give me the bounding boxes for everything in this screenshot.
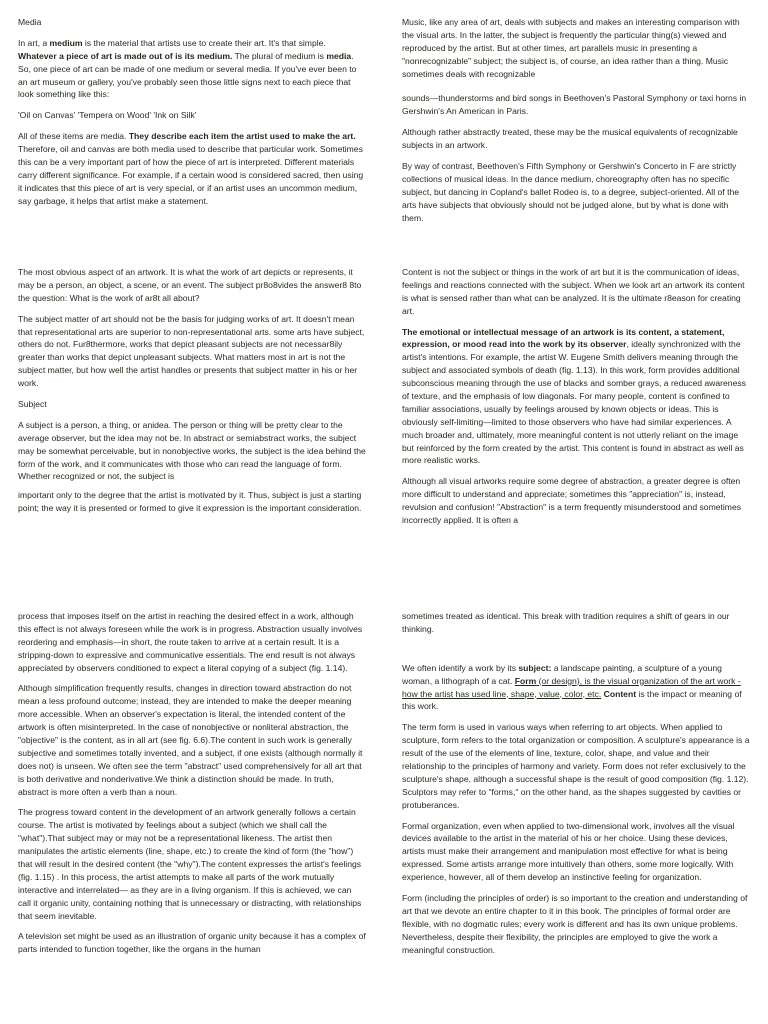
paragraph: The term form is used in various ways when referring to art objects. When applied to sculpture, form refers to the total organization or composition. A sculpture's appearance is a result of the use of the elements of line, texture, color, shape, and value and their relationship to the principles of harmony and variety. Form does not refer exclusively to the sculpture's shape, although a successful shape is the result of good composition (fig. 1.12). Sculptors may refer to "forms," on the other hand, as the shapes suggested by cavities or protuberances. bbox=[402, 722, 750, 810]
paragraph: Although all visual artworks require some degree of abstraction, a greater degree is often more difficult to understand and appreciate; sometimes this "appreciation" is, instead, revulsion and confusion! "Abstraction" is a term frequently misunderstood and sometimes incorrectly applied. It is often a bbox=[402, 476, 742, 526]
section-media bbox=[18, 16, 366, 216]
section-content bbox=[402, 266, 750, 535]
paragraph: All of these items are media. They describe each item the artist used to make the art. Therefore, oil and canvas are both media used to describe that particular work. Sometimes this can be a very important part of how the piece of art is interpreted. Different materials carry different significance. For example, if a certain wood is considered sacred, then using it indicates that this piece of art is very special, or if an artist uses an uncommon medium, say garbage, it helps that artist make a statement. bbox=[18, 131, 364, 206]
paragraph: We often identify a work by its subject: a landscape painting, a sculpture of a young woman, a lithograph of a cat. Form (or design), is the visual organization of the art work -how the artist has used line, shape, value, color, etc. Content is the impact or meaning of this work. bbox=[402, 662, 742, 712]
paragraph: In art, a medium is the material that artists use to create their art. It's that simple. Whatever a piece of art is made out of is its medium. The plural of medium is media. So, one piece of art can be made of one medium or several media. If you've ever been to an art museum or gallery, you've probably seen those little signs next to each piece that look something like this: bbox=[18, 37, 357, 100]
paragraph: sounds—thunderstorms and bird songs in Beethoven's Pastoral Symphony or taxi horns in Gershwin's An American in Paris. bbox=[402, 93, 747, 117]
section-music bbox=[402, 16, 750, 232]
heading-subject: Subject bbox=[18, 399, 47, 410]
section-abstraction bbox=[18, 610, 366, 964]
paragraph: Although simplification frequently results, changes in direction toward abstraction do not mean a less profound outcome; instead, they are intended to make the deeper meaning more accessible. When an observer's expectation is literal, the intended content of the artwork is often misinterpreted. In the case of nonobjective or nonliteral abstraction, the "objective" is the content, as in all art (see fig. 6.6).The content in such work is generally subjective and sometimes totally invented, and a subject, if one exists (although normally it does not) is unseen. We often see the term "abstract" used comprehensively for all art that is both derivative and nonderivative.We think a distinction should be made. In truth, abstract is more often a verb than a noun. bbox=[18, 683, 363, 797]
paragraph: important only to the degree that the artist is motivated by it. Thus, subject is just a starting point; the way it is presented or formed to give it expression is the important consideration. bbox=[18, 490, 362, 514]
heading-media: Media bbox=[18, 17, 42, 27]
paragraph: Content is not the subject or things in the work of art but it is the communication of ideas, feelings and reactions connected with the subject. When we look art an artwork its content is what is sensed rather than what can be analyzed. It is the ultimate r8eason for creating art. bbox=[402, 267, 745, 316]
paragraph: Although rather abstractly treated, these may be the musical equivalents of recognizable subjects in an artwork. bbox=[402, 127, 738, 151]
paragraph: The most obvious aspect of an artwork. It is what the work of art depicts or represents, it may be a person, an object, a scene, or an event. The subject pr8o8vides the answer8 8to the question: What is the work of ar8t all about? bbox=[18, 267, 362, 303]
paragraph: The emotional or intellectual message of an artwork is its content, a statement, expression, or mood read into the work by its observer, ideally synchronized with the artist's intentions. For example, the artist W. Eugene Smith delivers meaning through the subject and associated symbols of death (fig. 1.13). In this work, form provides additional subconscious meaning through the use of blacks and somber grays, a reduced awareness of texture, and the emphasis of low diagonals. For many people, content is confined to familiar associations, usually by feelings aroused by known objects or ideas. This is obviously self-limiting—limited to those observers who have had similar experiences. A much broader and, ultimately, more meaningful content is not utterly reliant on the image but reinforced by the form created by the artist. This content is found in abstract as well as more realistic works. bbox=[402, 326, 746, 466]
paragraph: Music, like any area of art, deals with subjects and makes an interesting comparison with the visual arts. In the latter, the subject is frequently the particular thing(s) viewed and reproduced by the artist. But at other times, art parallels music in presenting a "nonrecognizable" subject; the subject is, of course, an idea rather than a thing. Music sometimes deals with recognizable bbox=[402, 17, 740, 79]
media-examples: 'Oil on Canvas' 'Tempera on Wood' 'Ink on Silk' bbox=[18, 110, 197, 121]
paragraph: Formal organization, even when applied to two-dimensional work, involves all the visual devices available to the artist in the material of his or her choice. Using these devices, artists must make their arrangement and manipulation most effective for what is being expressed. Some artists arrange more intuitively than others, some more logically. With experience, however, all of them develop an instinctive feeling for organization. bbox=[402, 820, 735, 883]
paragraph: A subject is a person, a thing, or anidea. The person or thing will be pretty clear to the average observer, but the idea may not be. In abstract or semiabstract works, the subject may be somewhat perceivable, but in nonobjective works, the subject is the idea behind the form of the work, and it communicates with those who can read the language of form. Whether recognized or not, the subject is bbox=[18, 419, 366, 482]
section-subject bbox=[18, 266, 366, 523]
section-form bbox=[402, 610, 750, 964]
paragraph: The progress toward content in the development of an artwork generally follows a certain course. The artist is motivated by feelings about a subject (which we shall call the "what").That subject may or may not be a representational likeness. The artist then manipulates the artistic elements (line, shape, etc.) to create the kind of form (the "how") that will result in the desired content (the "why").The content expresses the artist's feelings (fig. 1.15) . In this process, the artist attempts to make all parts of the work mutually interactive and interrelated— as they are in a living organism. If this is achieved, we can call it organic unity, containing nothing that is unnecessary or distracting, with relationships that seem inevitable. bbox=[18, 807, 362, 921]
paragraph: By way of contrast, Beethoven's Fifth Symphony or Gershwin's Concerto in F are strictly collections of musical ideas. In the dance medium, choreography often has no specific subject, but dancing in Copland's ballet Rodeo is, to a degree, subject-oriented. All of the arts have subjects that obviously should not be judged alone, but by what is done with them. bbox=[402, 161, 740, 223]
paragraph: sometimes treated as identical. This break with tradition requires a shift of gears in our thinking. bbox=[402, 611, 730, 634]
paragraph: The subject matter of art should not be the basis for judging works of art. It doesn't mean that representational arts are superior to non-representational arts. some arts have subject, others do not. Fur8thermore, works that depict pleasant subjects are not necessar8ily greater than works that depict unpleasant subjects. What matters most in art is not the subject matter, but how well the artist handles or presents that subject matter in his or her work. bbox=[18, 313, 365, 389]
paragraph: process that imposes itself on the artist in reaching the desired effect in a work, although this effect is not always foreseen while the work is in progress. Abstraction usually involves reordering and emphasis—in short, the route taken to arrive at a certain result. It is a stripping-down to expressive and communicative essentials. The end result is not always appreciated by observers conditioned to expect a literal copying of a subject (fig. 1.14). bbox=[18, 611, 363, 673]
paragraph: A television set might be used as an illustration of organic unity because it has a complex of parts intended to function together, like the organs in the human bbox=[18, 931, 366, 955]
paragraph: Form (including the principles of order) is so important to the creation and understanding of art that we devote an entire chapter to it in this book. The principles of formal order are flexible, with no dogmatic rules; every work is different and has its own unique problems. Nevertheless, despite their flexibility, the principles are employed to give the work a meaningful construction. bbox=[402, 893, 748, 955]
